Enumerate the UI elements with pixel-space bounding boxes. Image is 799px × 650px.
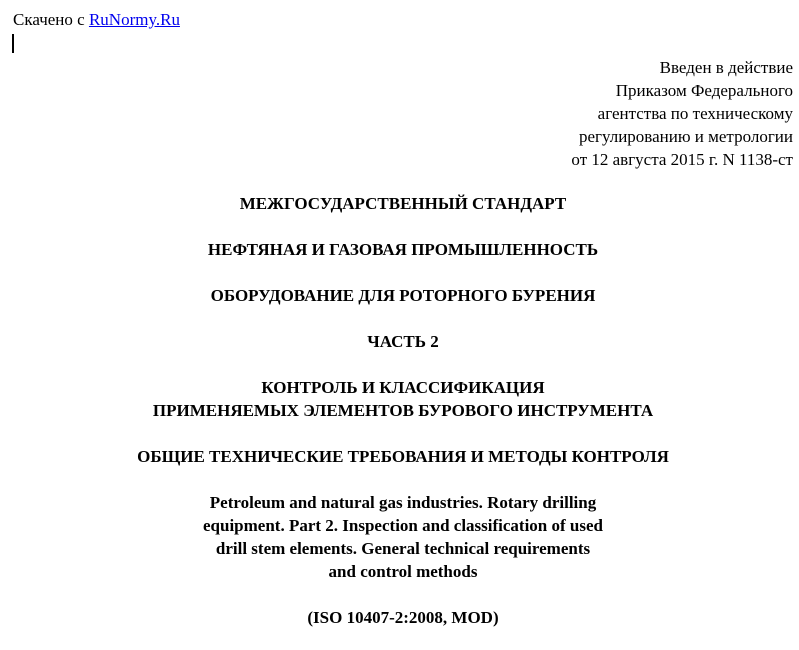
decree-line: от 12 августа 2015 г. N 1138-ст [571, 150, 793, 169]
source-line [13, 9, 180, 31]
english-title-line: Petroleum and natural gas industries. Rotary drilling [209, 493, 597, 512]
english-title-line: equipment. Part 2. Inspection and classification of used [203, 516, 603, 535]
decree-line: Введен в действие [659, 58, 793, 77]
standard-type-heading: МЕЖГОСУДАРСТВЕННЫЙ СТАНДАРТ [239, 194, 567, 213]
decree-line: регулированию и метрологии [578, 127, 793, 146]
requirements-heading: ОБЩИЕ ТЕХНИЧЕСКИЕ ТРЕБОВАНИЯ И МЕТОДЫ КОНТРОЛЯ [137, 447, 669, 466]
industry-heading: НЕФТЯНАЯ И ГАЗОВАЯ ПРОМЫШЛЕННОСТЬ [207, 240, 599, 259]
decree-line: Приказом Федерального [615, 81, 793, 100]
text-cursor [12, 34, 14, 53]
equipment-heading: ОБОРУДОВАНИЕ ДЛЯ РОТОРНОГО БУРЕНИЯ [210, 286, 596, 305]
part-heading: ЧАСТЬ 2 [367, 332, 439, 351]
decree-line: агентства по техническому [597, 104, 793, 123]
decree-block [571, 56, 793, 171]
english-title-line: and control methods [328, 562, 478, 581]
source-prefix: Скачено с [13, 10, 85, 29]
iso-reference: (ISO 10407-2:2008, MOD) [307, 608, 499, 627]
subject-heading [0, 376, 799, 422]
subject-heading-line: ПРИМЕНЯЕМЫХ ЭЛЕМЕНТОВ БУРОВОГО ИНСТРУМЕНТА [152, 401, 654, 420]
english-title [0, 491, 799, 583]
source-link[interactable]: RuNormy.Ru [88, 10, 180, 29]
english-title-line: drill stem elements. General technical requirements [215, 539, 591, 558]
subject-heading-line: КОНТРОЛЬ И КЛАССИФИКАЦИЯ [261, 378, 545, 397]
